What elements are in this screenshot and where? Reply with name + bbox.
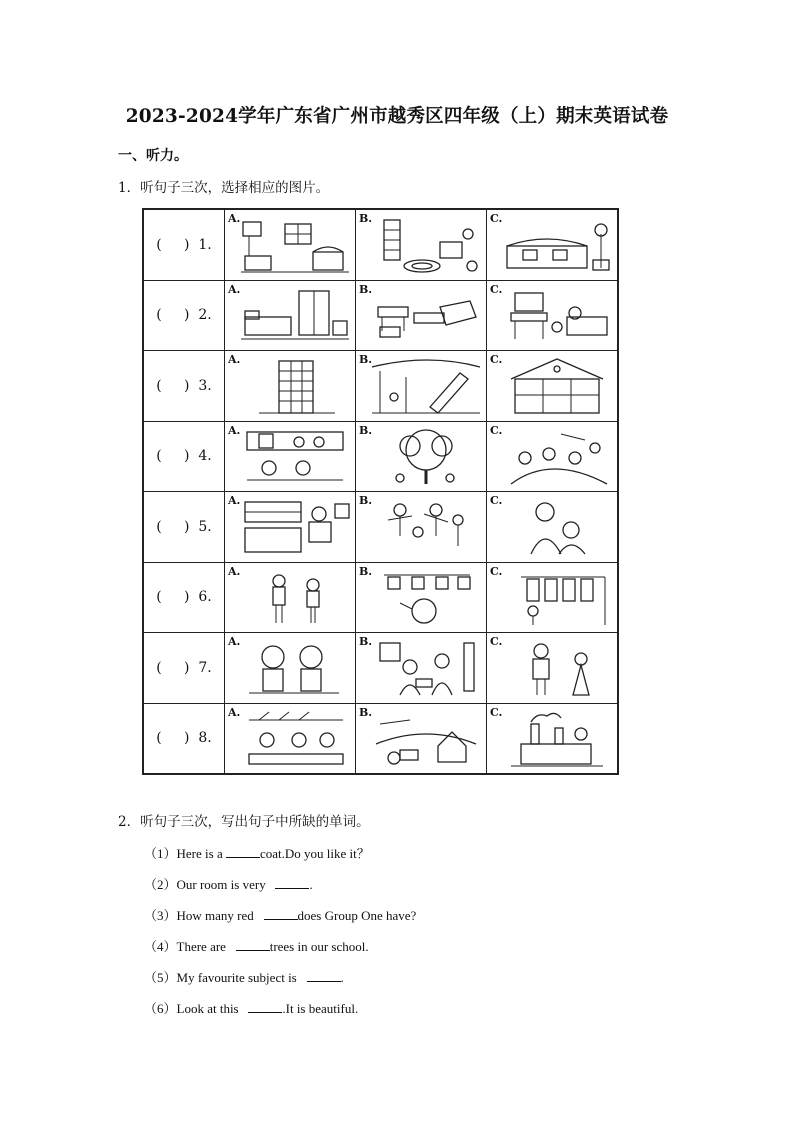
fill-in-item <box>144 843 370 862</box>
answer-blank[interactable] <box>248 1000 282 1013</box>
option-letter: B. <box>359 494 373 507</box>
picture-option-cell[interactable] <box>487 492 619 563</box>
question-number-label: ( ) 2. <box>156 307 212 324</box>
fill-in-item <box>144 998 358 1017</box>
living-room-picture <box>239 216 351 276</box>
picture-option-cell[interactable] <box>356 351 487 422</box>
question-number-label: ( ) 1. <box>156 236 212 253</box>
picture-option-cell[interactable] <box>356 280 487 351</box>
mother-child-picture <box>501 498 613 558</box>
picture-question-row <box>143 492 618 563</box>
item-number: （2） <box>144 877 177 892</box>
picture-option-cell[interactable] <box>356 633 487 704</box>
answer-blank[interactable] <box>275 876 309 889</box>
sentence-before-blank: Here is a <box>176 846 226 861</box>
two-kids-picture <box>239 569 351 629</box>
sentence-before-blank: Look at this <box>176 1001 249 1016</box>
sentence-before-blank: My favourite subject is <box>176 970 307 985</box>
sentence-after-blank: trees in our school. <box>269 939 369 954</box>
picture-question-row <box>143 351 618 422</box>
item-number: （3） <box>144 908 177 923</box>
picture-question-row <box>143 703 618 774</box>
study-room-picture <box>370 216 482 276</box>
question-number-label: ( ) 5. <box>156 518 212 535</box>
section-heading-listening: 一、听力。 <box>118 148 188 164</box>
shop-picture <box>239 498 351 558</box>
question-number-label: ( ) 7. <box>156 659 212 676</box>
picture-option-cell[interactable] <box>356 562 487 633</box>
sentence-after-blank: coat.Do you like it？ <box>259 846 370 861</box>
cooks-picture <box>239 639 351 699</box>
clothes-shoes-picture <box>370 569 482 629</box>
item-number: （4） <box>144 939 177 954</box>
answer-blank[interactable] <box>264 907 298 920</box>
sentence-after-blank: does Group One have? <box>297 908 417 923</box>
option-letter: C. <box>490 494 503 507</box>
answer-bracket-cell[interactable] <box>143 209 225 280</box>
party-crowd-picture <box>501 428 613 488</box>
house-cutaway-picture <box>501 357 613 417</box>
picture-question-row <box>143 209 618 280</box>
sentence-before-blank: Our room is very <box>176 877 276 892</box>
picture-option-cell[interactable] <box>487 280 619 351</box>
question-number-label: ( ) 6. <box>156 589 212 606</box>
option-letter: A. <box>228 494 241 507</box>
picture-choice-table <box>142 208 619 775</box>
tall-building-picture <box>239 357 351 417</box>
picture-option-cell[interactable] <box>487 562 619 633</box>
picture-option-cell[interactable] <box>225 351 356 422</box>
option-letter: A. <box>228 705 241 719</box>
option-letter: C. <box>490 282 503 296</box>
option-letter: C. <box>490 705 503 719</box>
option-letter: A. <box>228 635 241 648</box>
answer-bracket-cell[interactable] <box>143 280 225 351</box>
reading-together-picture <box>370 639 482 699</box>
picture-option-cell[interactable] <box>356 703 487 774</box>
fill-in-item <box>144 967 344 986</box>
option-letter: C. <box>490 353 503 366</box>
option-letter: A. <box>228 353 241 366</box>
picture-option-cell[interactable] <box>487 351 619 422</box>
picture-option-cell[interactable] <box>487 209 619 280</box>
question-number-label: ( ) 3. <box>156 377 212 394</box>
sentence-after-blank: . <box>340 970 344 985</box>
factory-picture <box>501 710 613 770</box>
answer-bracket-cell[interactable] <box>143 562 225 633</box>
sentence-before-blank: There are <box>176 939 236 954</box>
picture-option-cell[interactable] <box>487 703 619 774</box>
question-1-stem: 1．听句子三次，选择相应的图片。 <box>118 180 330 196</box>
dancing-kids-picture <box>370 498 482 558</box>
item-number: （6） <box>144 1001 177 1016</box>
sentence-after-blank: .It is beautiful. <box>282 1001 359 1016</box>
picture-question-row <box>143 421 618 492</box>
fill-in-item <box>144 905 416 924</box>
classroom-desks-picture <box>370 287 482 347</box>
sentence-after-blank: . <box>309 877 313 892</box>
option-letter: B. <box>359 705 373 719</box>
picture-option-cell[interactable] <box>356 492 487 563</box>
picture-option-cell[interactable] <box>225 633 356 704</box>
option-letter: C. <box>490 635 503 648</box>
answer-blank[interactable] <box>226 845 260 858</box>
fill-in-item <box>144 874 313 893</box>
picture-option-cell[interactable] <box>356 209 487 280</box>
answer-bracket-cell[interactable] <box>143 633 225 704</box>
page-title: 2023-2024学年广东省广州市越秀区四年级（上）期末英语试卷 <box>125 106 669 127</box>
clothes-rack-picture <box>501 569 613 629</box>
option-letter: B. <box>359 564 373 578</box>
answer-blank[interactable] <box>236 938 270 951</box>
sentence-before-blank: How many red <box>176 908 264 923</box>
option-letter: C. <box>490 423 503 437</box>
picture-option-cell[interactable] <box>356 421 487 492</box>
picture-option-cell[interactable] <box>225 280 356 351</box>
sofa-room-picture <box>501 216 613 276</box>
tree-picture <box>370 428 482 488</box>
option-letter: A. <box>228 282 241 296</box>
fill-in-item <box>144 936 369 955</box>
question-number-label: ( ) 4. <box>156 448 212 465</box>
picture-option-cell[interactable] <box>225 421 356 492</box>
option-letter: B. <box>359 423 373 437</box>
answer-bracket-cell[interactable] <box>143 492 225 563</box>
option-letter: B. <box>359 635 373 648</box>
option-letter: A. <box>228 212 241 225</box>
option-letter: A. <box>228 423 241 437</box>
picture-option-cell[interactable] <box>225 562 356 633</box>
answer-bracket-cell[interactable] <box>143 703 225 774</box>
picture-option-cell[interactable] <box>487 633 619 704</box>
answer-bracket-cell[interactable] <box>143 351 225 422</box>
option-letter: C. <box>490 212 503 225</box>
option-letter: C. <box>490 564 503 578</box>
shopping-mall-picture <box>370 357 482 417</box>
option-letter: B. <box>359 212 373 225</box>
option-letter: B. <box>359 282 373 296</box>
picture-option-cell[interactable] <box>487 421 619 492</box>
picture-option-cell[interactable] <box>225 703 356 774</box>
market-picture <box>239 710 351 770</box>
item-number: （1） <box>144 846 177 861</box>
man-woman-picture <box>501 639 613 699</box>
kitchen-picture <box>239 428 351 488</box>
option-letter: A. <box>228 564 241 578</box>
answer-bracket-cell[interactable] <box>143 421 225 492</box>
picture-question-row <box>143 562 618 633</box>
answer-blank[interactable] <box>307 969 341 982</box>
picture-option-cell[interactable] <box>225 492 356 563</box>
picture-question-row <box>143 633 618 704</box>
picture-question-row <box>143 280 618 351</box>
bedroom-picture <box>239 287 351 347</box>
question-2-stem: 2．听句子三次，写出句子中所缺的单词。 <box>118 814 370 830</box>
farm-picture <box>370 710 482 770</box>
question-number-label: ( ) 8. <box>156 730 212 747</box>
item-number: （5） <box>144 970 177 985</box>
bedroom-desk-picture <box>501 287 613 347</box>
picture-option-cell[interactable] <box>225 209 356 280</box>
option-letter: B. <box>359 353 373 366</box>
